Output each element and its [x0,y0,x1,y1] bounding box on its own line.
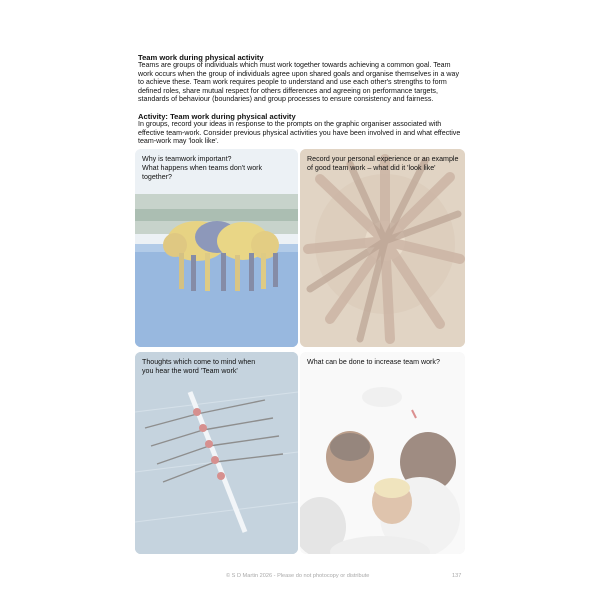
panel-prompt [142,358,292,376]
prompt-line: you hear the word 'Team work' [142,367,238,375]
paragraph-line: Teams are groups of individuals which must work together towards achieving a common goal. Team [138,61,451,69]
prompt-line: Thoughts which come to mind when [142,358,256,366]
organiser-panel-thoughts [135,352,298,554]
prompt-line: What happens when teams don't work together? [142,164,263,181]
organiser-panel-increase-teamwork [300,352,465,554]
activity-heading: Activity: Team work during physical activity [138,112,296,121]
paragraph-line: standards of behaviour (boundaries) and group processes to ensure consistency and fairness. [138,95,434,104]
prompt-line: Record your personal experience or an example [307,155,459,163]
paragraph-line: defined roles, share mutual respect for others differences and agreeing on performance targets, [138,86,438,95]
paragraph-line: to achieve these. Team work requires people to understand and use each other's strengths to form [138,78,447,87]
paragraph-line: effective team-work. Consider previous physical activities you have been involved in and what effective [138,128,461,137]
copyright-footer: © S D Martin 2026 - Please do not photocopy or distribute [226,573,370,579]
activity-paragraph [138,120,468,146]
organiser-panel-teamwork-importance [135,149,298,347]
prompt-line: What can be done to increase team work? [307,358,440,366]
prompt-line: of good team work – what did it 'look like' [307,164,436,172]
panel-prompt [142,155,292,182]
organiser-panel-personal-experience [300,149,465,347]
paragraph-line: team-work may 'look like'. [138,137,219,146]
paragraph-line: In groups, record your ideas in response to the prompts on the graphic organiser associated with [138,120,442,128]
prompt-line: Why is teamwork important? [142,155,232,163]
page-number: 137 [452,573,462,579]
paragraph-line: work occurs when the group of individuals agree upon shared goals and organise themselves in a way [138,69,459,78]
section-heading: Team work during physical activity [138,53,264,62]
section-paragraph [138,61,468,104]
panel-prompt [307,358,459,367]
panel-prompt [307,155,459,173]
